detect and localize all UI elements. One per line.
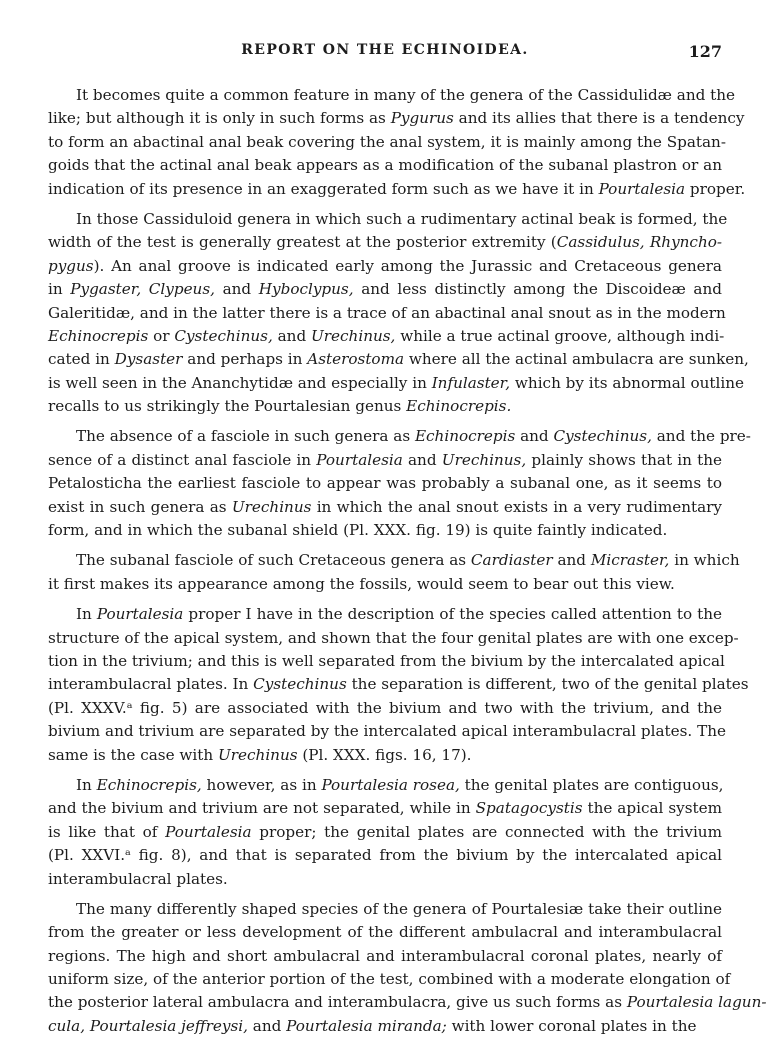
italic-run: Pourtalesia <box>316 450 403 469</box>
italic-run: Urechinus <box>231 497 312 516</box>
text-run: form, and in which the subanal shield (Pl. XXX. fig. 19) is quite faintly indicated. <box>48 521 668 540</box>
text-line <box>48 697 722 720</box>
text-run: In <box>76 775 97 794</box>
text-run: the posterior lateral ambulacra and interambulacra, give us such forms as <box>48 993 627 1012</box>
text-run: and <box>214 280 259 299</box>
italic-run: Urechinus, <box>441 450 527 469</box>
text-line <box>48 844 722 867</box>
text-line <box>48 968 731 991</box>
text-line <box>48 372 745 395</box>
text-line <box>48 1015 722 1038</box>
text-run: to form an abactinal anal beak covering the anal system, it is mainly among the Spatan- <box>48 132 726 151</box>
text-line <box>48 302 726 325</box>
running-title: REPORT ON THE ECHINOIDEA. <box>241 42 529 58</box>
text-run: (Pl. XXX. figs. 16, 17). <box>297 745 472 764</box>
text-run: and less distinctly among the Discoideæ and <box>353 280 722 299</box>
text-run: (Pl. XXVI.ᵃ fig. 8), and that is separated from the bivium by the intercalated apical <box>48 846 722 865</box>
text-run: while a true actinal groove, although indi- <box>395 326 725 345</box>
italic-run: Cystechinus, <box>553 427 652 446</box>
text-line <box>48 395 722 418</box>
text-run: goids that the actinal anal beak appears as a modification of the subanal plastron or an <box>48 156 722 175</box>
text-line <box>48 744 722 767</box>
text-line <box>48 255 722 278</box>
text-line <box>48 178 746 201</box>
text-line <box>48 898 722 921</box>
text-line <box>48 991 767 1014</box>
paragraph <box>48 774 722 891</box>
text-run: regions. The high and short ambulacral and interambulacral coronal plates, nearly of <box>48 946 722 965</box>
text-run: In <box>76 605 97 624</box>
italic-run: Pourtalesia rosea, <box>321 775 460 794</box>
text-line <box>48 107 745 130</box>
text-run: cated in <box>48 350 115 369</box>
text-run: and <box>272 326 311 345</box>
italic-run: Pygaster, Clypeus, <box>70 280 215 299</box>
text-run: it first makes its appearance among the fossils, would seem to bear out this view. <box>48 574 675 593</box>
text-run: the genital plates are contiguous, <box>459 775 724 794</box>
page-number: 127 <box>688 42 722 61</box>
italic-run: Cystechinus <box>253 675 347 694</box>
paragraph <box>48 549 740 596</box>
text-run: and perhaps in <box>182 350 308 369</box>
text-run: same is the case with <box>48 745 218 764</box>
text-run: The many differently shaped species of the genera of Pourtalesiæ take their outline <box>76 899 722 918</box>
text-run: uniform size, of the anterior portion of the test, combined with a moderate elongation of <box>48 970 731 989</box>
text-run: plainly shows that in the <box>526 450 723 469</box>
italic-run: Spatagocystis <box>475 799 583 818</box>
text-run: proper; the genital plates are connected with the trivium <box>251 822 722 841</box>
text-run: is like that of <box>48 822 166 841</box>
text-line <box>48 472 722 495</box>
italic-run: Pourtalesia lagun- <box>626 993 767 1012</box>
text-line <box>48 650 725 673</box>
text-run: like; but although it is only in such forms as <box>48 109 391 128</box>
italic-run: Urechinus <box>217 745 298 764</box>
text-run: ). An anal groove is indicated early among the Jurassic and Cretaceous genera <box>93 256 722 275</box>
text-line <box>48 425 751 448</box>
text-line <box>48 868 722 891</box>
text-run: and <box>552 551 591 570</box>
italic-run: Infulaster, <box>431 373 511 392</box>
text-run: Petalosticha the earliest fasciole to appear was probably a subanal one, as it seems to <box>48 474 722 493</box>
text-line <box>48 797 722 820</box>
text-line <box>48 774 722 797</box>
text-run: the separation is different, two of the genital plates <box>346 675 749 694</box>
text-run: in which <box>669 551 740 570</box>
italic-run: Echinocrepis <box>48 326 149 345</box>
text-run: indication of its presence in an exaggerated form such as we have it in <box>48 179 599 198</box>
text-run: and the bivium and trivium are not separated, while in <box>48 799 476 818</box>
italic-run: Pygurus <box>390 109 454 128</box>
text-run: which by its abnormal outline <box>510 373 745 392</box>
text-line <box>48 673 749 696</box>
text-line <box>48 231 722 254</box>
text-run: tion in the trivium; and this is well separated from the bivium by the intercalated apical <box>48 651 725 670</box>
text-line <box>48 519 722 542</box>
italic-run: cula, Pourtalesia jeffreysi, <box>48 1016 248 1035</box>
italic-run: Pourtalesia <box>598 179 686 198</box>
text-run: in which the anal snout exists in a very rudimentary <box>311 497 723 516</box>
text-run: with lower coronal plates in the <box>446 1016 697 1035</box>
italic-run: Hyboclypus, <box>258 280 354 299</box>
text-run: and its allies that there is a tendency <box>453 109 745 128</box>
text-run: The subanal fasciole of such Cretaceous genera as <box>76 551 471 570</box>
text-run: is well seen in the Ananchytidæ and especially in <box>48 373 432 392</box>
page-header <box>48 42 722 64</box>
paragraph <box>48 603 749 767</box>
text-run: (Pl. XXXV.ᵃ fig. 5) are associated with the bivium and two with the trivium, and the <box>48 698 722 717</box>
text-run: and <box>247 1016 287 1035</box>
italic-run: Echinocrepis <box>414 427 516 446</box>
text-run: width of the test is generally greatest at the posterior extremity ( <box>48 233 557 252</box>
text-run: proper. <box>685 179 746 198</box>
text-line <box>48 154 722 177</box>
text-line <box>48 603 722 626</box>
text-line <box>48 720 726 743</box>
italic-run: Dysaster <box>114 350 183 369</box>
text-run: the apical system <box>582 799 722 818</box>
text-run: and <box>515 427 554 446</box>
text-line <box>48 573 722 596</box>
text-line <box>48 131 726 154</box>
text-run: and <box>402 450 442 469</box>
italic-run: Cystechinus, <box>174 326 273 345</box>
text-line <box>48 945 722 968</box>
text-run: recalls to us strikingly the Pourtalesian genus <box>48 397 407 416</box>
text-line <box>48 921 722 944</box>
italic-run: Cassidulus, Rhyncho- <box>556 233 722 252</box>
text-run: bivium and trivium are separated by the intercalated apical interambulacral plates. The <box>48 722 726 741</box>
body-text <box>48 84 767 1038</box>
text-line <box>48 496 722 519</box>
italic-run: Echinocrepis, <box>96 775 202 794</box>
text-line <box>48 627 739 650</box>
paragraph <box>48 425 751 542</box>
text-run: exist in such genera as <box>48 497 232 516</box>
paragraph <box>48 898 767 1038</box>
text-line <box>48 449 722 472</box>
italic-run: Asterostoma <box>307 350 405 369</box>
text-line <box>48 325 725 348</box>
text-run: Galeritidæ, and in the latter there is a trace of an abactinal anal snout as in the modern <box>48 303 726 322</box>
text-run: interambulacral plates. <box>48 869 228 888</box>
italic-run: Pourtalesia miranda; <box>286 1016 447 1035</box>
italic-run: Cardiaster <box>470 551 553 570</box>
text-run: interambulacral plates. In <box>48 675 254 694</box>
text-run: structure of the apical system, and shown that the four genital plates are with one excep- <box>48 628 739 647</box>
text-run: however, as in <box>201 775 322 794</box>
italic-run: Urechinus, <box>311 326 396 345</box>
paragraph <box>48 84 746 201</box>
paragraph <box>48 208 749 419</box>
text-run: proper I have in the description of the species called attention to the <box>183 605 723 624</box>
text-run: The absence of a fasciole in such genera as <box>76 427 415 446</box>
text-run: In those Cassiduloid genera in which such a rudimentary actinal beak is formed, the <box>76 209 728 228</box>
text-line <box>48 208 728 231</box>
text-run: where all the actinal ambulacra are sunken, <box>404 350 749 369</box>
italic-run: Pourtalesia <box>96 605 184 624</box>
text-line <box>48 84 736 107</box>
text-run: sence of a distinct anal fasciole in <box>48 450 317 469</box>
text-line <box>48 549 740 572</box>
text-run: in <box>48 280 71 299</box>
italic-run: Micraster, <box>590 551 670 570</box>
text-line <box>48 278 722 301</box>
text-run: and the pre- <box>651 427 751 446</box>
italic-run: pygus <box>48 256 94 275</box>
text-line <box>48 348 749 371</box>
italic-run: Pourtalesia <box>165 822 252 841</box>
italic-run: Echinocrepis. <box>406 397 512 416</box>
text-run: from the greater or less development of the different ambulacral and interambulacral <box>48 923 722 942</box>
text-run: or <box>148 326 175 345</box>
text-run: It becomes quite a common feature in many of the genera of the Cassidulidæ and the <box>76 86 736 104</box>
text-line <box>48 821 722 844</box>
